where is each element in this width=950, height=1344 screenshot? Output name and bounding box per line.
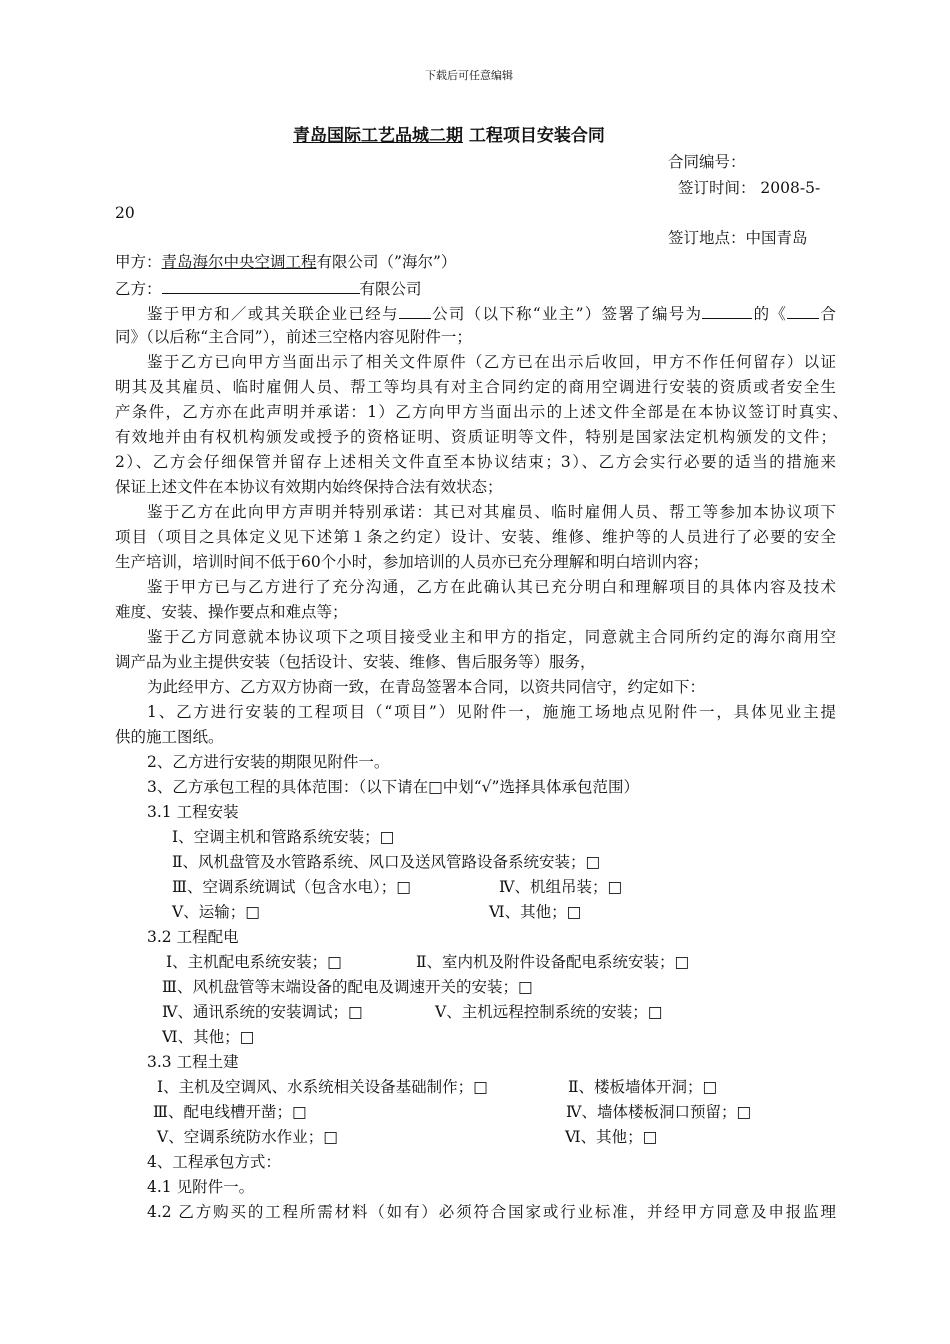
section-3-3-item-iv: Ⅳ、墙体楼板洞口预留；□ [566, 1103, 752, 1121]
title-suffix: 工程项目安装合同 [463, 126, 605, 146]
preamble-2-line-2: 明其及其雇员、临时雇佣人员、帮工等均具有对主合同约定的商用空调进行安装的资质或者安全生 [115, 378, 836, 396]
clause-1-line-2: 供的施工图纸。 [115, 728, 224, 746]
section-3-1-item-v: Ⅴ、运输；□ [172, 903, 260, 921]
section-3-1-item-vi: Ⅵ、其他；□ [489, 903, 582, 921]
preamble-3-line-1: 鉴于乙方在此向甲方声明并特别承诺：其已对其雇员、临时雇佣人员、帮工等参加本协议项下 [147, 503, 836, 521]
preamble-2-line-5: 2）、乙方会仔细保管并留存上述相关文件直至本协议结束；3）、乙方会实行必要的适当的措施来 [115, 453, 836, 471]
section-3-1-item-iii: Ⅲ、空调系统调试（包含水电）；□ [172, 878, 411, 896]
preamble-1-line-2: 同》（以后称“主合同”），前述三空格内容见附件一； [115, 328, 472, 346]
project-name: 青岛国际工艺品城二期 [293, 126, 463, 146]
preamble-2-line-3: 产条件，乙方亦在此声明并承诺：1）乙方向甲方当面出示的上述文件全部是在本协议签订时真实、 [115, 403, 848, 421]
preamble-3-line-3: 生产培训，培训时间不低于60个小时，参加培训的人员亦已充分理解和明白培训内容； [115, 553, 709, 571]
preamble-3-line-2: 项目（项目之具体定义见下述第１条之约定）设计、安装、维修、维护等的人员进行了必要的安全 [115, 528, 836, 546]
party-a-label: 甲方： [115, 253, 162, 271]
section-3-1-heading: 3.1 工程安装 [147, 803, 239, 821]
sign-time-cont: 20 [115, 204, 135, 222]
clause-1-line-1: 1、乙方进行安装的工程项目（“项目”）见附件一，施施工场地点见附件一，具体见业主提 [147, 703, 836, 721]
section-3-2-item-ii: Ⅱ、室内机及附件设备配电系统安装；□ [416, 953, 690, 971]
document-title [293, 126, 605, 146]
preamble-6: 为此经甲方、乙方双方协商一致，在青岛签署本合同，以资共同信守，约定如下： [147, 678, 706, 696]
party-b-name-blank [162, 277, 360, 294]
party-b-suffix: 有限公司 [359, 280, 422, 298]
preamble-5-line-2: 调产品为业主提供安装（包括设计、安装、维修、售后服务等）服务， [115, 653, 596, 671]
preamble-1-text-c: 的《 [752, 305, 788, 323]
clause-4-1: 4.1 见附件一。 [147, 1178, 255, 1196]
contract-name-blank [787, 302, 819, 319]
preamble-2-line-1: 鉴于乙方已向甲方当面出示了相关文件原件（乙方已在出示后收回，甲方不作任何留存）以证 [147, 353, 836, 371]
preamble-5-line-1: 鉴于乙方同意就本协议项下之项目接受业主和甲方的指定，同意就主合同所约定的海尔商用空 [147, 628, 836, 646]
preamble-4-line-1: 鉴于甲方已与乙方进行了充分沟通，乙方在此确认其已充分明白和理解项目的具体内容及技术 [147, 578, 836, 596]
preamble-4-line-2: 难度、安装、操作要点和难点等； [115, 603, 348, 621]
section-3-3-heading: 3.3 工程土建 [147, 1053, 239, 1071]
sign-time: 签订时间： 2008-5- [678, 179, 821, 197]
clause-3: 3、乙方承包工程的具体范围：（以下请在□中划“√”选择具体承包范围） [147, 778, 639, 796]
section-3-1-item-i: Ⅰ、空调主机和管路系统安装；□ [172, 828, 395, 846]
section-3-3-item-vi: Ⅵ、其他；□ [565, 1128, 658, 1146]
preamble-1-text-b: 公司（以下称“业主”）签署了编号为 [430, 305, 703, 323]
party-b [115, 277, 422, 299]
section-3-2-item-vi: Ⅵ、其他；□ [162, 1028, 255, 1046]
section-3-3-item-i: Ⅰ、主机及空调风、水系统相关设备基础制作；□ [157, 1078, 488, 1096]
section-3-1-item-ii: Ⅱ、风机盘管及水管路系统、风口及送风管路设备系统安装；□ [172, 853, 601, 871]
section-3-3-item-v: Ⅴ、空调系统防水作业；□ [157, 1128, 338, 1146]
party-a-name: 青岛海尔中央空调工程 [161, 253, 317, 271]
clause-4-2: 4.2 乙方购买的工程所需材料（如有）必须符合国家或行业标准，并经甲方同意及申报监理 [147, 1203, 836, 1221]
clause-4: 4、工程承包方式： [147, 1153, 281, 1171]
contract-number: 合同编号： [668, 153, 746, 171]
preamble-1-text-d: 合 [819, 305, 836, 323]
party-b-label: 乙方： [115, 280, 162, 298]
section-3-2-heading: 3.2 工程配电 [147, 928, 239, 946]
section-3-3-item-ii: Ⅱ、楼板墙体开洞；□ [568, 1078, 718, 1096]
preamble-2-line-6: 保证上述文件在本协议有效期内始终保持合法有效状态； [115, 478, 503, 496]
preamble-1-text-a: 鉴于甲方和／或其关联企业已经与 [147, 305, 399, 323]
party-a [115, 252, 456, 272]
contract-number-blank [702, 302, 752, 319]
sign-place: 签订地点：中国青岛 [668, 229, 808, 247]
section-3-1-item-iv: Ⅳ、机组吊装；□ [499, 878, 623, 896]
section-3-2-item-iii: Ⅲ、风机盘管等末端设备的配电及调速开关的安装；□ [162, 978, 533, 996]
section-3-2-item-iv: Ⅳ、通讯系统的安装调试；□ [162, 1003, 363, 1021]
header-note: 下载后可任意编辑 [425, 69, 513, 82]
section-3-2-item-i: Ⅰ、主机配电系统安装；□ [166, 953, 342, 971]
party-a-suffix: 有限公司（”海尔”） [316, 253, 457, 271]
section-3-2-item-v: Ⅴ、主机远程控制系统的安装；□ [435, 1003, 663, 1021]
clause-2: 2、乙方进行安装的期限见附件一。 [147, 753, 390, 771]
section-3-3-item-iii: Ⅲ、配电线槽开凿；□ [153, 1103, 307, 1121]
preamble-1-line-1 [147, 302, 836, 324]
preamble-2-line-4: 有效地并由有权机构颁发或授予的资格证明、资质证明等文件，特别是国家法定机构颁发的文件； [115, 428, 836, 446]
counterparty-blank [399, 302, 431, 319]
